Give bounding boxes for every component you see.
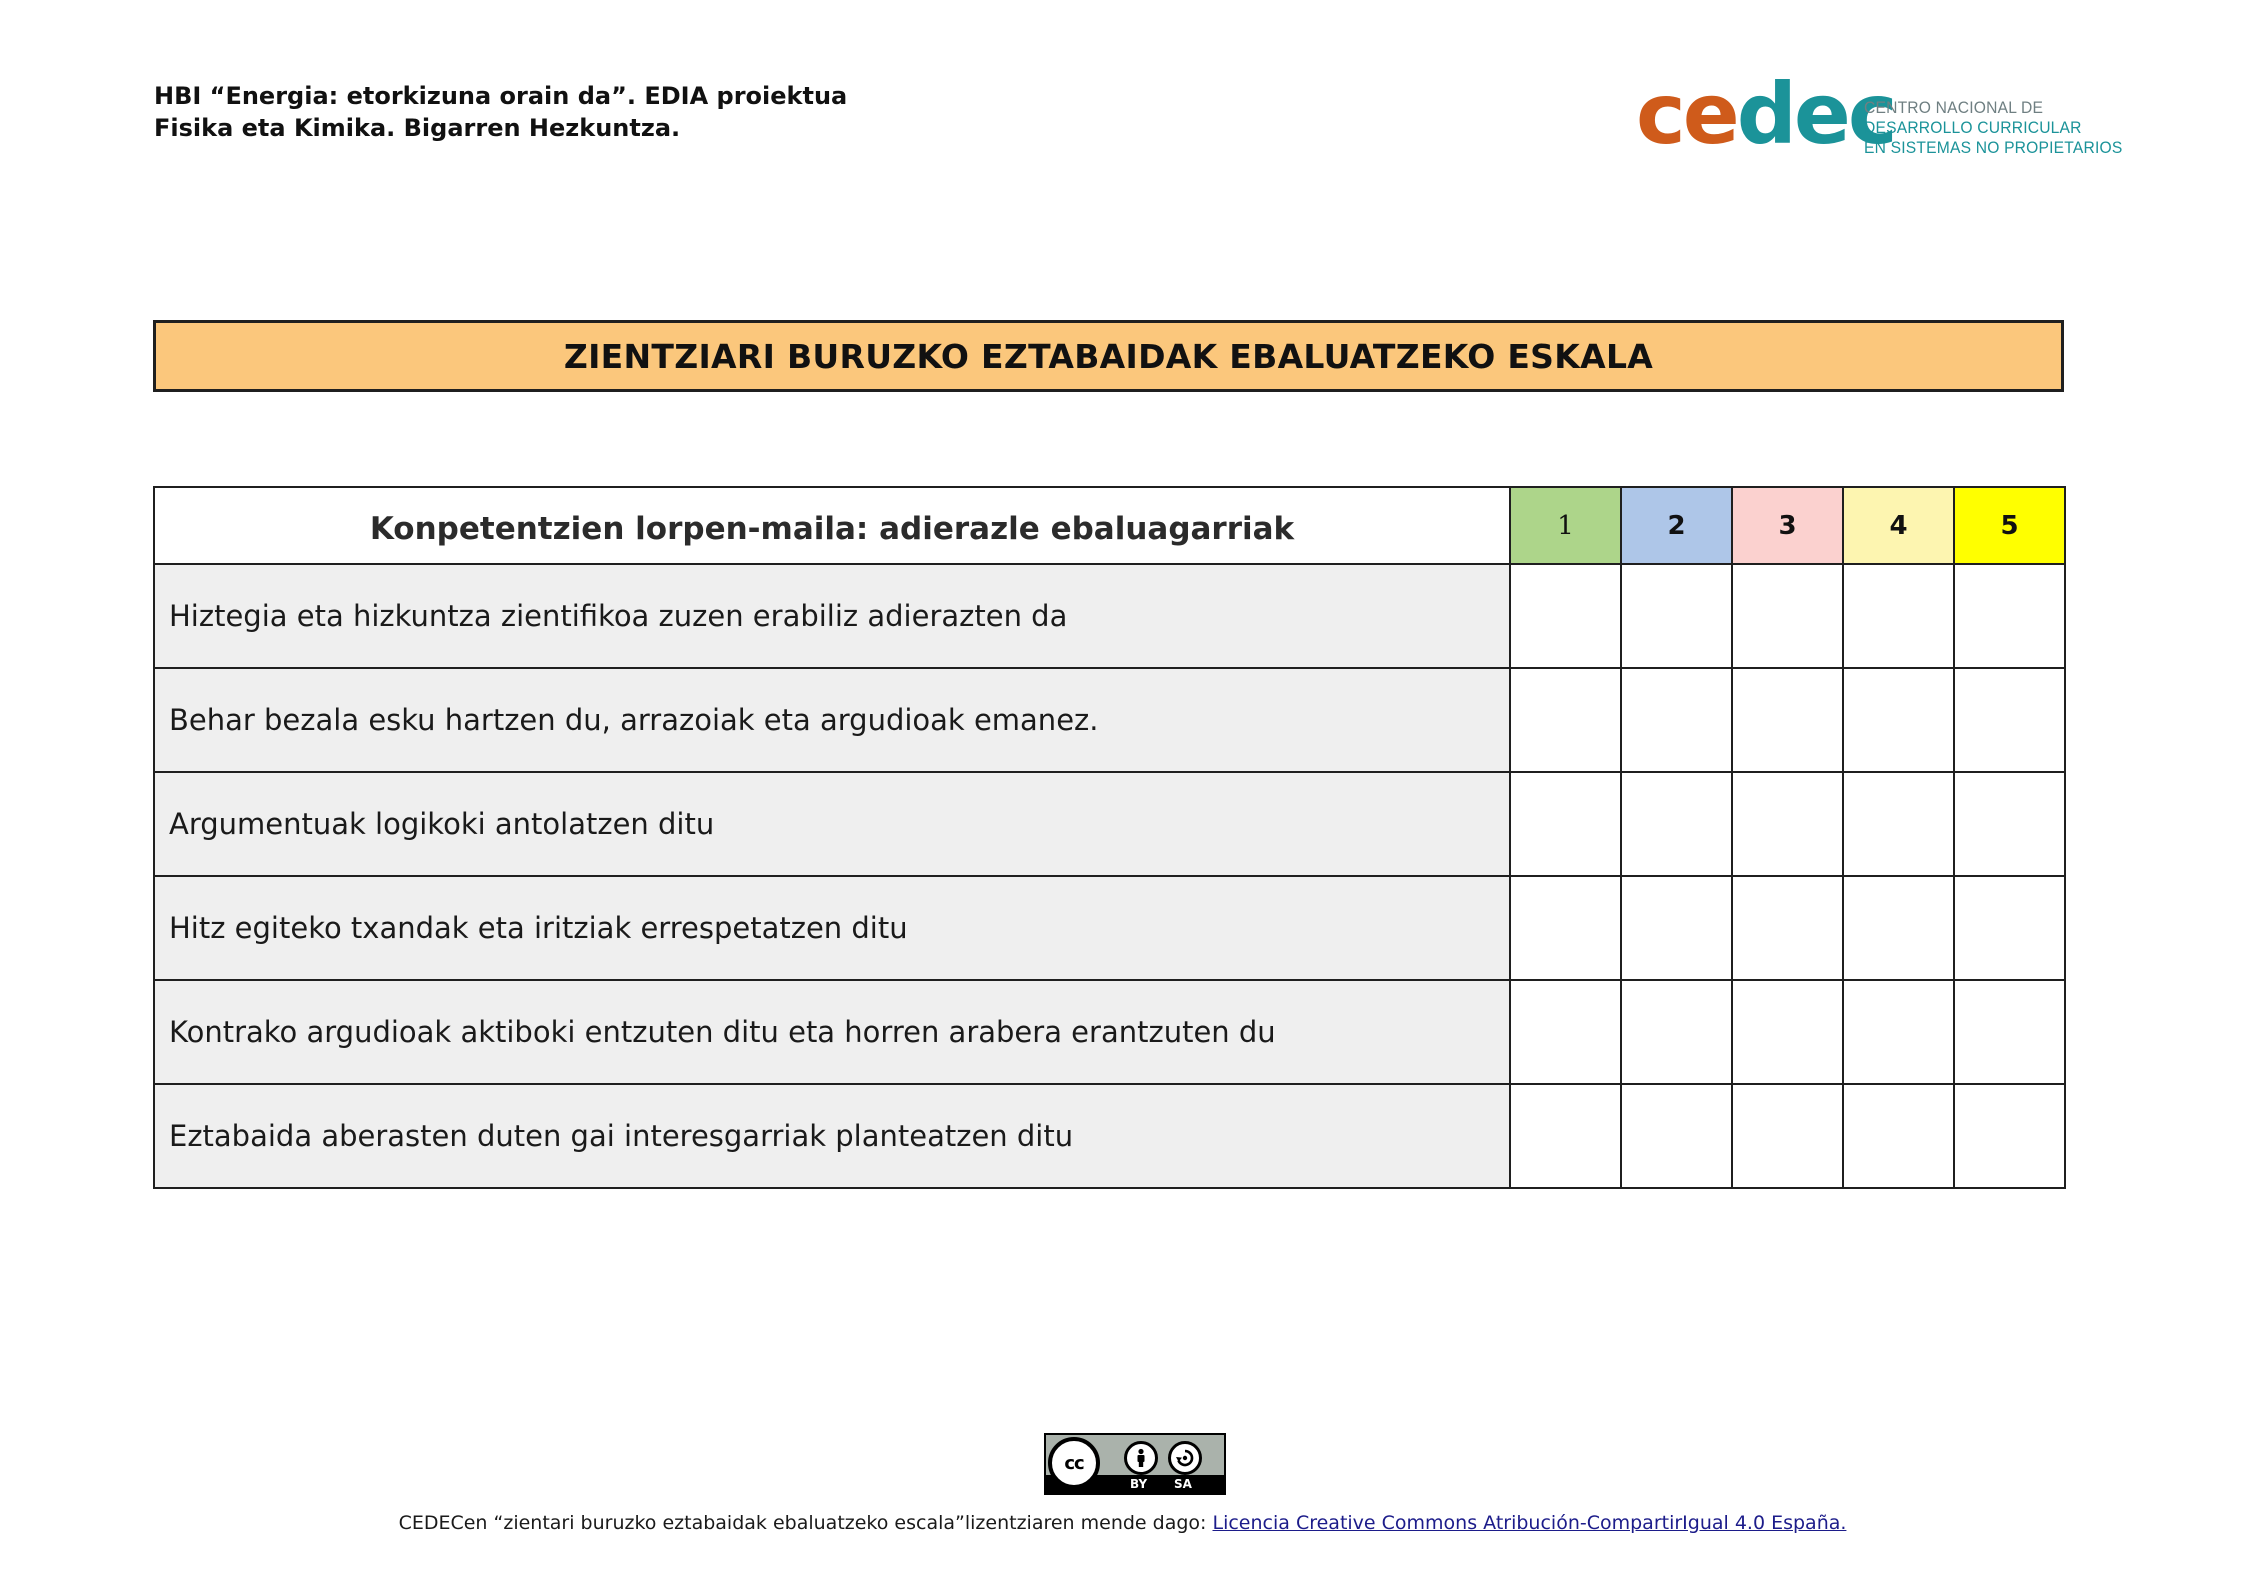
score-cell-5[interactable] <box>1954 772 2065 876</box>
table-row <box>154 980 2065 1084</box>
cc-sa-label: SA <box>1174 1477 1192 1491</box>
score-cell-3[interactable] <box>1732 1084 1843 1188</box>
score-cell-1[interactable] <box>1510 772 1621 876</box>
score-cell-4[interactable] <box>1843 876 1954 980</box>
title-banner <box>153 320 2064 392</box>
header-project-line: HBI “Energia: etorkizuna orain da”. EDIA proiektua <box>154 82 848 110</box>
logo-tagline-1: CENTRO NACIONAL DE <box>1864 98 2044 117</box>
license-footer <box>0 1512 2245 1534</box>
score-cell-2[interactable] <box>1621 876 1732 980</box>
creative-commons-badge[interactable] <box>1044 1433 1226 1495</box>
cedec-logo-wordmark <box>1636 64 1895 164</box>
table-row <box>154 1084 2065 1188</box>
score-cell-1[interactable] <box>1510 564 1621 668</box>
score-cell-1[interactable] <box>1510 1084 1621 1188</box>
table-row <box>154 564 2065 668</box>
score-cell-2[interactable] <box>1621 772 1732 876</box>
score-cell-5[interactable] <box>1954 668 2065 772</box>
indicator-cell: Argumentuak logikoki antolatzen ditu <box>154 772 1510 876</box>
score-cell-4[interactable] <box>1843 772 1954 876</box>
rubric-table <box>153 486 2066 1189</box>
score-cell-4[interactable] <box>1843 668 1954 772</box>
score-header-3: 3 <box>1732 487 1843 564</box>
score-cell-1[interactable] <box>1510 668 1621 772</box>
score-cell-2[interactable] <box>1621 668 1732 772</box>
cedec-logo <box>1636 65 2126 170</box>
cc-by-label: BY <box>1130 1477 1148 1491</box>
score-header-4: 4 <box>1843 487 1954 564</box>
score-cell-5[interactable] <box>1954 980 2065 1084</box>
score-cell-3[interactable] <box>1732 876 1843 980</box>
score-cell-3[interactable] <box>1732 564 1843 668</box>
score-cell-4[interactable] <box>1843 564 1954 668</box>
cedec-logo-tagline <box>1864 98 2122 158</box>
document-header <box>154 80 847 144</box>
logo-tagline-3: EN SISTEMAS NO PROPIETARIOS <box>1864 138 2123 157</box>
score-cell-3[interactable] <box>1732 668 1843 772</box>
table-row <box>154 876 2065 980</box>
table-row <box>154 772 2065 876</box>
logo-word-part2: dec <box>1736 65 1895 163</box>
indicator-cell: Hitz egiteko txandak eta iritziak errespetatzen ditu <box>154 876 1510 980</box>
score-cell-1[interactable] <box>1510 876 1621 980</box>
license-link[interactable]: Licencia Creative Commons Atribución-CompartirIgual 4.0 España. <box>1212 1512 1847 1534</box>
indicator-cell: Hiztegia eta hizkuntza zientifikoa zuzen erabiliz adierazten da <box>154 564 1510 668</box>
indicator-column-header: Konpetentzien lorpen-maila: adierazle ebaluagarriak <box>154 487 1510 564</box>
score-cell-5[interactable] <box>1954 1084 2065 1188</box>
score-cell-1[interactable] <box>1510 980 1621 1084</box>
score-cell-2[interactable] <box>1621 1084 1732 1188</box>
score-header-2: 2 <box>1621 487 1732 564</box>
score-cell-3[interactable] <box>1732 980 1843 1084</box>
indicator-cell: Eztabaida aberasten duten gai interesgarriak planteatzen ditu <box>154 1084 1510 1188</box>
person-icon-glyph <box>1133 1448 1149 1468</box>
logo-word-part1: ce <box>1636 65 1737 163</box>
score-header-5: 5 <box>1954 487 2065 564</box>
page-title: ZIENTZIARI BURUZKO EZTABAIDAK EBALUATZEKO ESKALA <box>563 336 1654 376</box>
cc-logo-icon: cc <box>1048 1437 1100 1489</box>
logo-tagline-2: DESARROLLO CURRICULAR <box>1864 118 2082 137</box>
table-row <box>154 668 2065 772</box>
score-cell-3[interactable] <box>1732 772 1843 876</box>
score-cell-5[interactable] <box>1954 876 2065 980</box>
score-cell-4[interactable] <box>1843 1084 1954 1188</box>
share-alike-icon <box>1168 1441 1202 1475</box>
indicator-cell: Behar bezala esku hartzen du, arrazoiak eta argudioak emanez. <box>154 668 1510 772</box>
person-icon <box>1124 1441 1158 1475</box>
indicator-cell: Kontrako argudioak aktiboki entzuten ditu eta horren arabera erantzuten du <box>154 980 1510 1084</box>
table-header-row <box>154 487 2065 564</box>
score-header-1: 1 <box>1510 487 1621 564</box>
share-alike-icon-glyph <box>1175 1448 1195 1468</box>
score-cell-2[interactable] <box>1621 980 1732 1084</box>
license-text: CEDECen “zientari buruzko eztabaidak ebaluatzeko escala”lizentziaren mende dago: <box>398 1512 1213 1534</box>
header-subject-line: Fisika eta Kimika. Bigarren Hezkuntza. <box>154 114 681 142</box>
score-cell-2[interactable] <box>1621 564 1732 668</box>
score-cell-4[interactable] <box>1843 980 1954 1084</box>
score-cell-5[interactable] <box>1954 564 2065 668</box>
